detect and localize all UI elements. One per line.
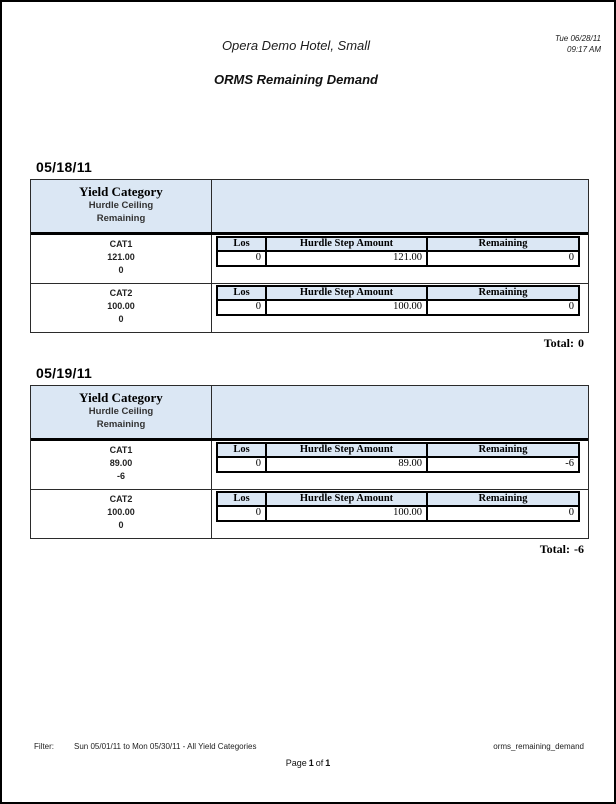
section-date: 05/19/11	[36, 365, 93, 381]
print-time: 09:17 AM	[567, 45, 601, 54]
category-name: CAT2	[109, 288, 133, 298]
detail-table	[216, 442, 580, 473]
of-label: of	[315, 758, 324, 768]
detail-header-row	[218, 493, 578, 507]
print-datetime	[555, 33, 601, 55]
hurdle-ceiling-label: Hurdle Ceiling	[88, 406, 154, 417]
filter-label: Filter:	[34, 742, 54, 751]
detail-table	[216, 236, 580, 267]
category-row-cat1	[31, 235, 588, 283]
total-value: 0	[578, 336, 584, 350]
remaining-cell-value: 0	[568, 507, 574, 518]
detail-cell	[212, 235, 588, 283]
remaining-cell-value: -6	[565, 458, 574, 469]
print-date: Tue 06/28/11	[555, 34, 601, 43]
category-summary-cell	[31, 284, 212, 332]
detail-table	[216, 285, 580, 316]
remaining-value: 0	[118, 265, 124, 275]
section-date: 05/18/11	[36, 159, 93, 175]
los-header: Los	[218, 238, 267, 250]
category-name: CAT1	[109, 239, 133, 249]
detail-header-row	[218, 444, 578, 458]
category-name: CAT1	[109, 445, 133, 455]
los-value: 0	[218, 458, 267, 471]
detail-table	[216, 491, 580, 522]
hurdle-step-amount-value: 100.00	[267, 301, 428, 314]
page-label: Page	[285, 758, 307, 768]
page-number: 1	[308, 758, 314, 768]
detail-header-row	[218, 238, 578, 252]
header-spacer-cell	[212, 386, 588, 438]
header-spacer-cell	[212, 180, 588, 232]
detail-value-row	[218, 507, 578, 520]
category-summary-cell	[31, 490, 212, 538]
remaining-cell-value: 0	[568, 301, 574, 312]
detail-value-row	[218, 458, 578, 471]
category-summary-cell	[31, 441, 212, 489]
remaining-value: 0	[118, 314, 124, 324]
day-section-1	[30, 159, 589, 351]
hotel-name: Opera Demo Hotel, Small	[221, 38, 371, 53]
los-header: Los	[218, 493, 267, 505]
yield-header-cell	[31, 180, 212, 232]
report-file-name: orms_remaining_demand	[493, 742, 584, 751]
hurdle-step-amount-value: 100.00	[267, 507, 428, 520]
table-header-row	[31, 386, 588, 441]
los-value: 0	[218, 507, 267, 520]
detail-cell	[212, 284, 588, 332]
hurdle-step-amount-header: Hurdle Step Amount	[267, 287, 428, 299]
remaining-header: Remaining	[478, 287, 528, 298]
remaining-label: Remaining	[96, 419, 146, 430]
hurdle-step-amount-header: Hurdle Step Amount	[267, 493, 428, 505]
los-header: Los	[218, 287, 267, 299]
remaining-header: Remaining	[478, 493, 528, 504]
hurdle-step-amount-value: 121.00	[267, 252, 428, 265]
los-value: 0	[218, 301, 267, 314]
detail-header-row	[218, 287, 578, 301]
page-total: 1	[325, 758, 331, 768]
category-name: CAT2	[109, 494, 133, 504]
category-row-cat2	[31, 489, 588, 538]
yield-category-label: Yield Category	[79, 184, 163, 199]
hurdle-ceiling-value: 100.00	[107, 301, 135, 311]
los-value: 0	[218, 252, 267, 265]
remaining-value: -6	[116, 471, 125, 481]
hurdle-step-amount-header: Hurdle Step Amount	[267, 444, 428, 456]
demand-table	[30, 179, 589, 333]
filter-value: Sun 05/01/11 to Mon 05/30/11 - All Yield Categories	[74, 742, 257, 751]
section-total	[30, 336, 589, 351]
detail-cell	[212, 490, 588, 538]
category-row-cat2	[31, 283, 588, 332]
yield-category-label: Yield Category	[79, 390, 163, 405]
detail-cell	[212, 441, 588, 489]
table-header-row	[31, 180, 588, 235]
yield-header-cell	[31, 386, 212, 438]
remaining-header: Remaining	[478, 238, 528, 249]
day-section-2	[30, 365, 589, 557]
section-total	[30, 542, 589, 557]
category-summary-cell	[31, 235, 212, 283]
remaining-header: Remaining	[478, 444, 528, 455]
detail-value-row	[218, 252, 578, 265]
hurdle-step-amount-value: 89.00	[267, 458, 428, 471]
category-row-cat1	[31, 441, 588, 489]
hurdle-step-amount-header: Hurdle Step Amount	[267, 238, 428, 250]
los-header: Los	[218, 444, 267, 456]
remaining-label: Remaining	[96, 213, 146, 224]
total-label: Total:	[543, 336, 574, 350]
hurdle-ceiling-value: 100.00	[107, 507, 135, 517]
hurdle-ceiling-label: Hurdle Ceiling	[88, 200, 154, 211]
detail-value-row	[218, 301, 578, 314]
hurdle-ceiling-value: 121.00	[107, 252, 135, 262]
hurdle-ceiling-value: 89.00	[109, 458, 133, 468]
page-number-line	[2, 758, 614, 768]
report-title: ORMS Remaining Demand	[214, 72, 378, 87]
total-label: Total:	[539, 542, 570, 556]
demand-table	[30, 385, 589, 539]
remaining-value: 0	[118, 520, 124, 530]
remaining-cell-value: 0	[568, 252, 574, 263]
total-value: -6	[574, 542, 584, 556]
